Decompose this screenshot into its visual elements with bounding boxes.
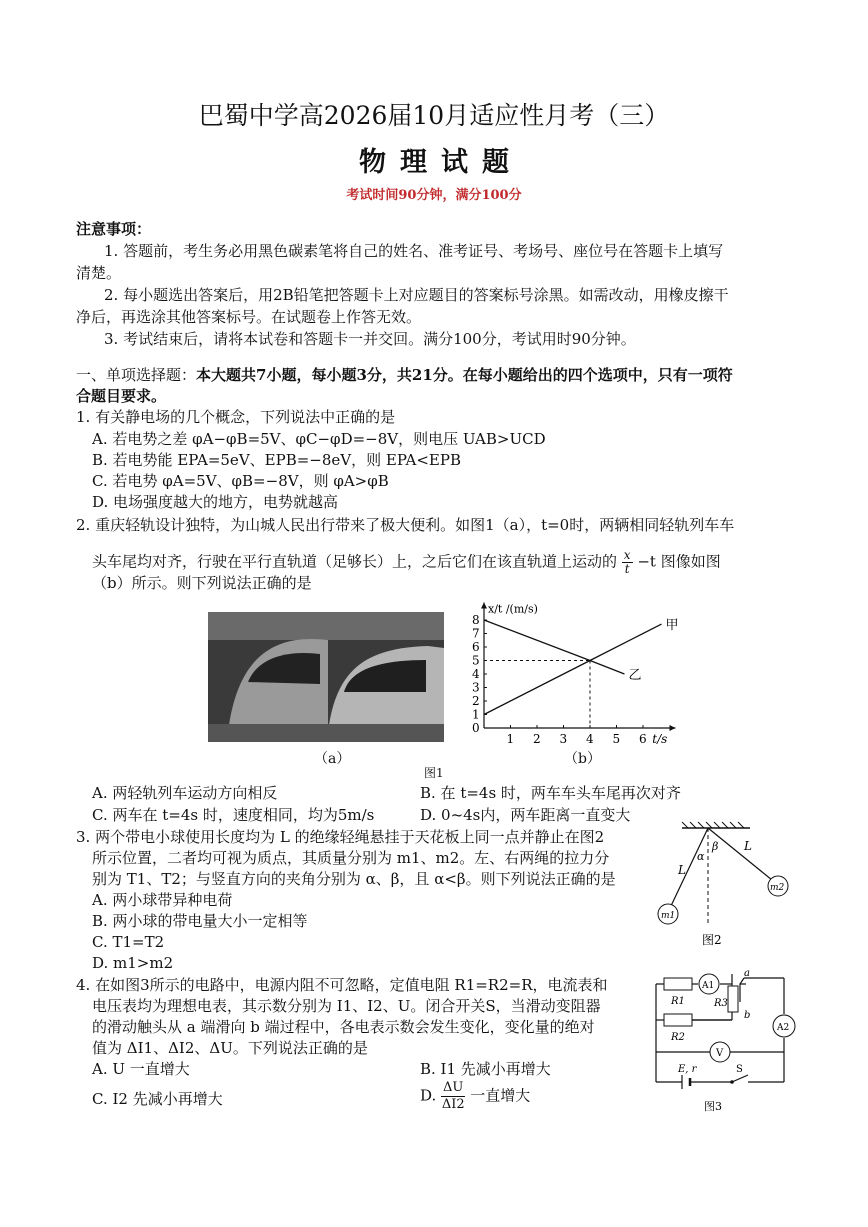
fig3-label-b: b [744, 1010, 751, 1021]
q3-option-b: B. 两小球的带电量大小一定相等 [92, 912, 308, 930]
y-axis-label: x/t /(m/s) [488, 602, 538, 616]
fig2-caption: 图2 [702, 933, 722, 947]
y-tick-label: 7 [472, 626, 480, 641]
fig1a-caption: （a） [314, 751, 351, 767]
resistor-r2 [664, 1014, 692, 1026]
q3-stem-c: 别为 T1、T2；与竖直方向的夹角分别为 α、β，且 α<β。则下列说法正确的是 [92, 870, 616, 888]
q2-stem-b1: 头车尾均对齐，行驶在平行直轨道（足够长）上，之后它们在该直轨道上运动的 [92, 552, 618, 571]
q3-stem-a: 3. 两个带电小球使用长度均为 L 的绝缘轻绳悬挂于天花板上同一点并静止在图2 [76, 828, 605, 846]
note-2a: 2. 每小题选出答案后，用2B铅笔把答题卡上对应题目的答案标号涂黑。如需改动，用橡皮擦干 [104, 286, 729, 304]
x-tick-label: 3 [559, 732, 568, 746]
note-2b: 净后，再选涂其他答案标号。在试题卷上作答无效。 [76, 308, 422, 326]
q2-option-b: B. 在 t=4s 时，两车车头车尾再次对齐 [420, 784, 681, 802]
fig2-pendulum [650, 818, 830, 950]
rheostat-r3 [728, 986, 738, 1012]
q2-fraction [622, 549, 633, 576]
fig1-caption: 图1 [424, 766, 444, 780]
subject-title: 物理试题 [359, 147, 523, 178]
q4-d-num: ΔU [443, 1080, 464, 1095]
exam-info: 考试时间90分钟，满分100分 [346, 188, 522, 203]
q3-option-a: A. 两小球带异种电荷 [92, 891, 233, 909]
x-tick-label: 1 [506, 732, 515, 746]
q4-stem-b: 电压表均为理想电表，其示数分别为 I1、I2、U。闭合开关S，当滑动变阻器 [92, 997, 601, 1015]
q2-stem-b [92, 549, 721, 576]
section1-label: 一、单项选择题： [76, 366, 197, 384]
q2-frac-num: x [623, 548, 631, 562]
x-tick-label: 2 [533, 732, 541, 746]
x-axis-label: t/s [652, 732, 668, 746]
q4-stem-c: 的滑动触头从 a 端滑向 b 端过程中，各电表示数会发生变化，变化量的绝对 [92, 1018, 595, 1036]
fig3-label-r3: R3 [714, 998, 728, 1009]
q4-stem-d: 值为 ΔI1、ΔI2、ΔU。下列说法正确的是 [92, 1039, 368, 1057]
note-1a: 1. 答题前，考生务必用黑色碳素笔将自己的姓名、准考证号、考场号、座位号在答题卡上填写 [104, 242, 724, 260]
q1-option-a: A. 若电势之差 φA−φB=5V、φC−φD=−8V，则电压 UAB>UCD [92, 430, 546, 448]
series-label-1: 甲 [665, 618, 679, 634]
q4-option-d-suffix: 一直增大 [470, 1086, 531, 1105]
note-3: 3. 考试结束后，请将本试卷和答题卡一并交回。满分100分，考试用时90分钟。 [104, 330, 636, 348]
q1-stem: 1. 有关静电场的几个概念，下列说法中正确的是 [76, 408, 396, 426]
q2-option-a: A. 两轻轨列车运动方向相反 [92, 784, 278, 802]
section1-heading [76, 366, 733, 384]
q4-option-c: C. I2 先减小再增大 [92, 1090, 223, 1108]
q3-option-c: C. T1=T2 [92, 933, 165, 951]
q2-stem-c: （b）所示。则下列说法正确的是 [92, 574, 312, 592]
q4-stem-a: 4. 在如图3所示的电路中，电源内阻不可忽略，定值电阻 R1=R2=R，电流表和 [76, 976, 608, 994]
x-tick-label: 4 [586, 732, 594, 746]
q2-option-c: C. 两车在 t=4s 时，速度相同，均为5m/s [92, 806, 375, 824]
section1-desc: 本大题共7小题，每小题3分，共21分。在每小题给出的四个选项中，只有一项符 [196, 366, 733, 384]
y-tick-label: 5 [472, 653, 480, 668]
q4-option-d [420, 1080, 530, 1113]
fig2-label-m1: m1 [661, 911, 676, 921]
fig3-label-e: E, r [678, 1064, 697, 1075]
x-axis-arrow [670, 725, 676, 731]
fig1b-chart [462, 592, 702, 768]
q4-d-fraction [441, 1080, 465, 1113]
note-1b: 清楚。 [76, 264, 122, 282]
x-tick-label: 6 [639, 732, 647, 746]
q3-stem-b: 所示位置，二者均可视为质点，其质量分别为 m1、m2。左、右两绳的拉力分 [92, 849, 610, 867]
fig3-label-v: V [716, 1048, 724, 1059]
notes-heading: 注意事项： [76, 220, 152, 238]
q2-stem-a: 2. 重庆轻轨设计独特，为山城人民出行带来了极大便利。如图1（a），t=0时，两辆相同轻轨列车车 [76, 516, 735, 534]
fig1b-caption: （b） [564, 751, 601, 767]
y-tick-label: 4 [472, 667, 480, 681]
y-tick-label: 0 [472, 721, 480, 735]
left-string [670, 828, 708, 908]
q2-frac-den: t [624, 562, 630, 576]
q2-option-d: D. 0~4s内，两车距离一直变大 [420, 806, 631, 824]
q1-option-c: C. 若电势 φA=5V、φB=−8V，则 φA>φB [92, 472, 389, 490]
q4-option-a: A. U 一直增大 [92, 1060, 190, 1078]
resistor-r1 [664, 978, 692, 990]
exam-title: 巴蜀中学高2026届10月适应性月考（三） [198, 101, 670, 130]
fig2-label-L-left: L [678, 863, 686, 877]
q3-option-d: D. m1>m2 [92, 954, 174, 972]
train-photo [208, 612, 444, 742]
fig3-label-a1: A1 [702, 981, 715, 991]
q2-stem-b2: −t 图像如图 [637, 552, 721, 571]
q4-option-b: B. I1 先减小再增大 [420, 1060, 551, 1078]
fig3-label-a2: A2 [777, 1023, 790, 1033]
fig2-label-L-right: L [744, 839, 752, 853]
section1-desc-b: 合题目要求。 [76, 387, 167, 405]
fig3-label-a: a [744, 968, 750, 979]
fig2-label-m2: m2 [770, 883, 785, 893]
y-tick-label: 1 [472, 707, 480, 722]
ceiling [682, 822, 750, 828]
y-axis-arrow [481, 603, 487, 609]
fig3-caption: 图3 [704, 1100, 722, 1113]
y-tick-label: 3 [472, 680, 480, 695]
train-photo-drawing [208, 612, 444, 742]
x-tick-label: 5 [612, 732, 621, 746]
q4-option-d-prefix: D. [420, 1086, 437, 1105]
q4-d-den: ΔI2 [441, 1097, 465, 1112]
y-tick-label: 2 [472, 694, 480, 708]
fig3-label-s: S [736, 1064, 743, 1075]
series-label-2: 乙 [628, 668, 642, 683]
fig2-label-alpha: α [697, 850, 705, 863]
right-string [708, 828, 772, 880]
fig3-circuit [648, 962, 844, 1116]
fig3-label-r1: R1 [671, 996, 685, 1007]
y-tick-label: 6 [472, 640, 480, 654]
switch-contact [730, 1080, 734, 1084]
fig2-label-beta: β [712, 840, 719, 853]
fig3-label-r2: R2 [671, 1032, 685, 1043]
series-line-2 [484, 620, 624, 674]
q1-option-d: D. 电场强度越大的地方，电势就越高 [92, 493, 339, 511]
y-tick-label: 8 [472, 613, 480, 627]
q1-option-b: B. 若电势能 EPA=5eV、EPB=−8eV，则 EPA<EPB [92, 451, 462, 469]
